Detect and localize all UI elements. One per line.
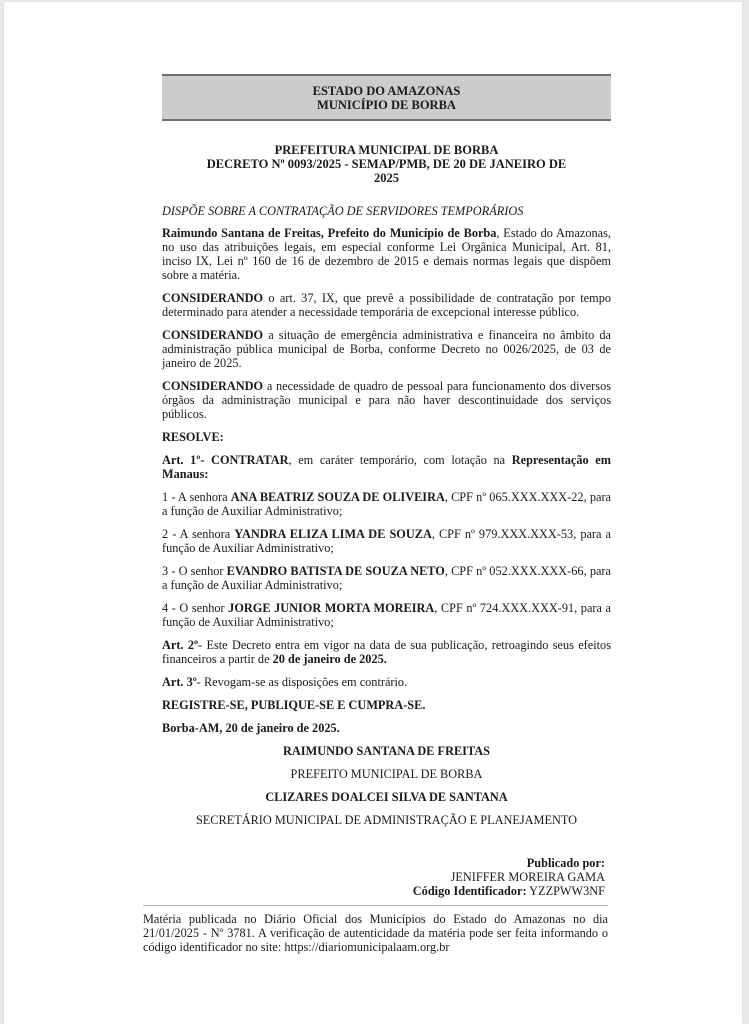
hire-prefix: 2 - A senhora xyxy=(162,527,235,541)
hire-item xyxy=(162,490,611,518)
decree-title-block xyxy=(162,143,611,185)
considerando-label: CONSIDERANDO xyxy=(162,379,264,393)
considerando-text: a situação de emergência administrativa e financeira no âmbito da administração pública municipal de Borba, conforme Decreto no 0026/2025, de 03 de janeiro de 2025. xyxy=(162,328,611,370)
published-by-label: Publicado por: xyxy=(526,856,605,870)
prefecture-title: PREFEITURA MUNICIPAL DE BORBA xyxy=(274,143,499,157)
ementa: DISPÕE SOBRE A CONTRATAÇÃO DE SERVIDORES TEMPORÁRIOS xyxy=(162,204,524,218)
signatory-role: SECRETÁRIO MUNICIPAL DE ADMINISTRAÇÃO E PLANEJAMENTO xyxy=(195,813,578,827)
article-3-label: Art. 3º xyxy=(162,675,197,689)
hire-details: , CPF nº 724.XXX.XXX-91, para a função de Auxiliar Administrativo; xyxy=(162,601,611,629)
hire-name: ANA BEATRIZ SOUZA DE OLIVEIRA xyxy=(230,490,445,504)
footer-divider xyxy=(143,905,608,906)
considerando-text: a necessidade de quadro de pessoal para funcionamento dos diversos órgãos da administração municipal e para não haver descontinuidade dos serviços públicos. xyxy=(162,379,611,421)
hire-details: , CPF nº 979.XXX.XXX-53, para a função de Auxiliar Administrativo; xyxy=(162,527,612,555)
signatory-name: CLIZARES DOALCEI SILVA DE SANTANA xyxy=(265,790,508,804)
publication-info xyxy=(162,856,605,898)
municipality-name: MUNICÍPIO DE BORBA xyxy=(317,98,456,112)
hire-name: JORGE JUNIOR MORTA MOREIRA xyxy=(228,601,435,615)
considerando-label: CONSIDERANDO xyxy=(162,291,264,305)
article-2-label: Art. 2º xyxy=(162,638,199,652)
signatory-role: PREFEITO MUNICIPAL DE BORBA xyxy=(290,767,483,781)
decree-body xyxy=(162,204,611,836)
signature-block xyxy=(162,744,611,827)
hire-name: YANDRA ELIZA LIMA DE SOUZA xyxy=(234,527,432,541)
article-2-text: - Este Decreto entra em vigor na data de sua publicação, retroagindo seus efeitos financeiros a partir de xyxy=(162,638,611,666)
hire-item xyxy=(162,564,611,592)
article-1-label: Art. 1º- CONTRATAR xyxy=(162,453,289,467)
publication-footer: Matéria publicada no Diário Oficial dos Municípios do Estado do Amazonas no dia 21/01/2025 - Nº 3781. A verificação de autenticidade da matéria pode ser feita informando o código identificador no site: https://diariomunicipalaam.org.br xyxy=(143,912,608,954)
identifier-code: YZZPWW3NF xyxy=(529,884,605,898)
document-page xyxy=(4,2,742,1024)
state-name: ESTADO DO AMAZONAS xyxy=(312,84,461,98)
identifier-code-label: Código Identificador: xyxy=(412,884,527,898)
hire-details: , CPF nº 065.XXX.XXX-22, para a função de Auxiliar Administrativo; xyxy=(162,490,611,518)
considerando-3 xyxy=(162,379,611,421)
article-1 xyxy=(162,453,611,481)
hire-prefix: 4 - O senhor xyxy=(162,601,229,615)
considerando-text: o art. 37, IX, que prevê a possibilidade de contratação por tempo determinado para atender a necessidade temporária de excepcional interesse público. xyxy=(162,291,611,319)
closing-formula: REGISTRE-SE, PUBLIQUE-SE E CUMPRA-SE. xyxy=(162,698,426,712)
preamble-text: , Estado do Amazonas, no uso das atribuições legais, em especial conforme Lei Orgânica Municipal, Art. 81, inciso IX, Lei nº 160 de 16 de dezembro de 2015 e demais normas legais que dispõem sobre a matéria. xyxy=(162,226,611,282)
identifier-code-line xyxy=(162,884,605,898)
preamble xyxy=(162,226,611,282)
considerando-1 xyxy=(162,291,611,319)
hire-prefix: 3 - O senhor xyxy=(162,564,227,578)
article-3 xyxy=(162,675,611,689)
hire-name: EVANDRO BATISTA DE SOUZA NETO xyxy=(226,564,445,578)
hire-item xyxy=(162,527,611,555)
article-1-text: , em caráter temporário, com lotação na xyxy=(288,453,512,467)
hire-item xyxy=(162,601,611,629)
considerando-label: CONSIDERANDO xyxy=(162,328,264,342)
article-1-location: Representação em Manaus: xyxy=(162,453,612,481)
decree-year: 2025 xyxy=(374,171,399,185)
hire-details: , CPF nº 052.XXX.XXX-66, para a função de Auxiliar Administrativo; xyxy=(162,564,611,592)
signatory-name: RAIMUNDO SANTANA DE FREITAS xyxy=(283,744,490,758)
hire-prefix: 1 - A senhora xyxy=(162,490,231,504)
place-date: Borba-AM, 20 de janeiro de 2025. xyxy=(162,721,340,735)
publisher-name: JENIFFER MOREIRA GAMA xyxy=(450,870,605,884)
article-2 xyxy=(162,638,611,666)
decree-number: DECRETO Nº 0093/2025 - SEMAP/PMB, DE 20 DE JANEIRO DE xyxy=(206,157,567,171)
article-2-date: 20 de janeiro de 2025. xyxy=(272,652,387,666)
state-header-box xyxy=(162,74,611,121)
preamble-authority: Raimundo Santana de Freitas, Prefeito do Município de Borba xyxy=(162,226,497,240)
considerando-2 xyxy=(162,328,611,370)
article-3-text: - Revogam-se as disposições em contrário. xyxy=(196,675,408,689)
resolve-heading: RESOLVE: xyxy=(162,430,224,444)
